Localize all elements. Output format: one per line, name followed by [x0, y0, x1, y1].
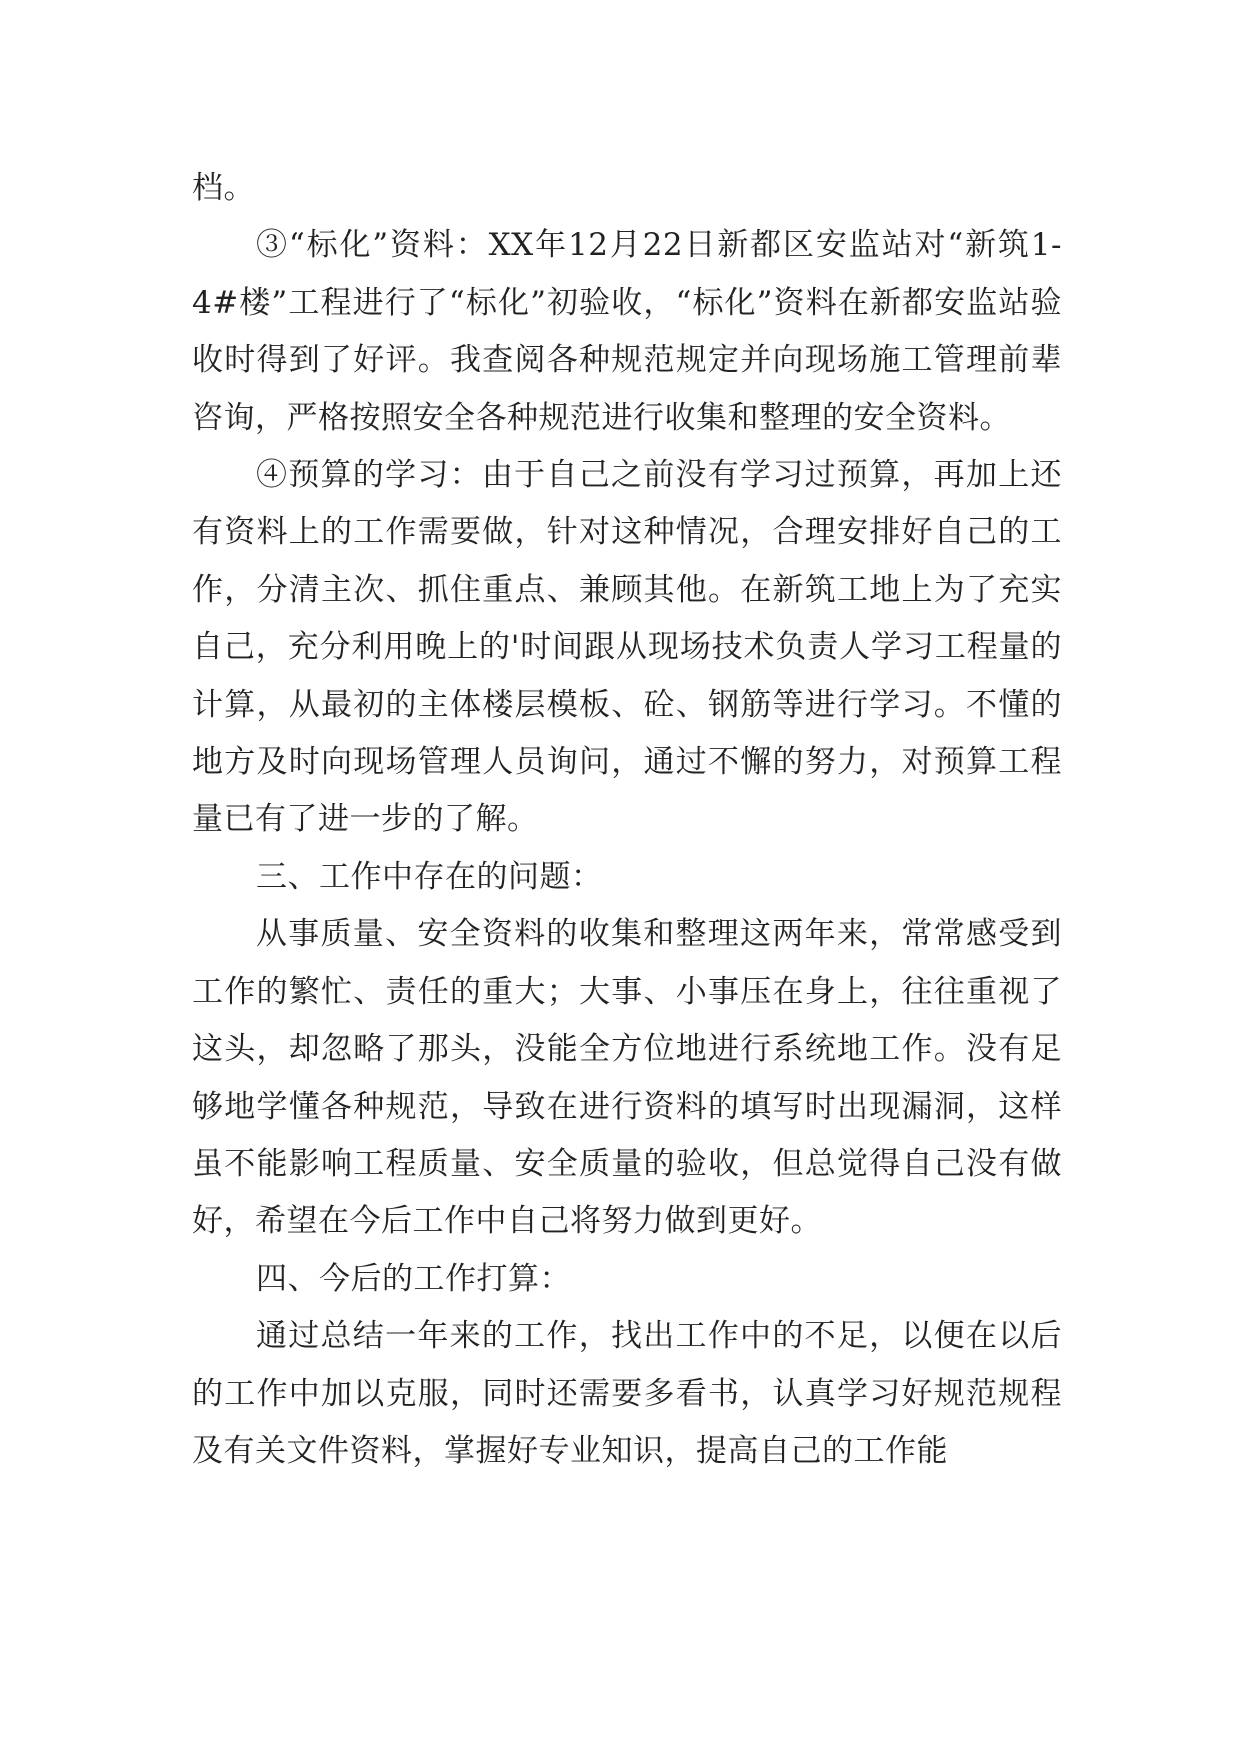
paragraph-standardization-materials: ③“标化”资料：XX年12月22日新都区安监站对“新筑1-4#楼”工程进行了“标化”初验收，“标化”资料在新都安监站验收时得到了好评。我查阅各种规范规定并向现场施工管理前辈咨询，严格按照安全各种规范进行收集和整理的安全资料。 — [192, 227, 1062, 436]
paragraph-budget-learning: ④预算的学习：由于自己之前没有学习过预算，再加上还有资料上的工作需要做，针对这种情况，合理安排好自己的工作，分清主次、抓住重点、兼顾其他。在新筑工地上为了充实自己，充分利用晚上的'时间跟从现场技术负责人学习工程量的计算，从最初的主体楼层模板、砼、钢筋等进行学习。不懂的地方及时向现场管理人员询问，通过不懈的努力，对预算工程量已有了进一步的了解。 — [192, 457, 1062, 838]
paragraph-continuation: 档。 — [192, 170, 255, 206]
section-heading-problems: 三、工作中存在的问题： — [256, 858, 603, 895]
paragraph-future-plans: 通过总结一年来的工作，找出工作中的不足，以便在以后的工作中加以克服，同时还需要多看书，认真学习好规范规程及有关文件资料，掌握好专业知识，提高自己的工作能 — [192, 1318, 1062, 1469]
paragraph-problems: 从事质量、安全资料的收集和整理这两年来，常常感受到工作的繁忙、责任的重大；大事、小事压在身上，往往重视了这头，却忽略了那头，没能全方位地进行系统地工作。没有足够地学懂各种规范，导致在进行资料的填写时出现漏洞，这样虽不能影响工程质量、安全质量的验收，但总觉得自己没有做好，希望在今后工作中自己将努力做到更好。 — [192, 916, 1062, 1240]
section-heading-future-plans: 四、今后的工作打算： — [256, 1260, 571, 1297]
document-body — [192, 160, 1062, 1480]
